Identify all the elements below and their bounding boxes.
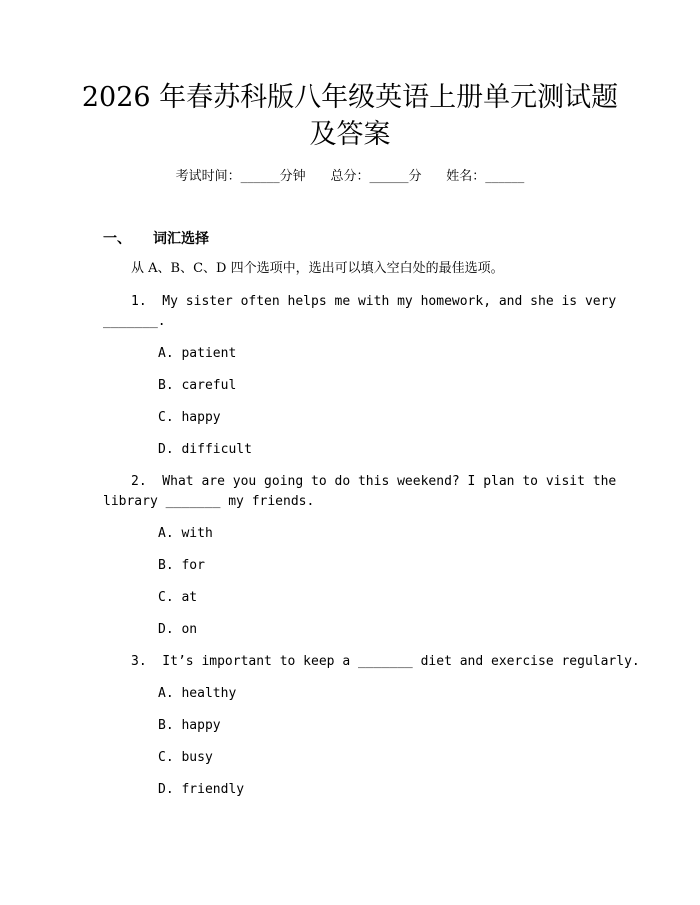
question-1-option-c: C. happy <box>158 410 221 425</box>
question-3-option-c: C. busy <box>158 750 213 765</box>
exam-meta-line <box>0 168 700 186</box>
student-name-field: 姓名：______ <box>446 169 525 184</box>
question-3-option-b: B. happy <box>158 718 221 733</box>
question-1-line2: _______. <box>103 314 166 329</box>
question-1-option-b: B. careful <box>158 378 237 393</box>
document-title-line1: 2026 年春苏科版八年级英语上册单元测试题 <box>81 82 619 113</box>
question-2-option-b: B. for <box>158 558 205 573</box>
question-2-option-d: D. on <box>158 622 198 637</box>
question-1-option-d: D. difficult <box>158 442 252 457</box>
question-2-line2: library _______ my friends. <box>103 494 315 509</box>
question-2-line1: 2. What are you going to do this weekend? I plan to visit the <box>131 474 617 489</box>
section-title: 词汇选择 <box>153 231 209 247</box>
total-score-field: 总分：______分 <box>330 169 422 184</box>
section-number: 一、 <box>103 231 131 247</box>
question-3-line1: 3. It’s important to keep a _______ diet and exercise regularly. <box>131 654 640 669</box>
question-3-option-d: D. friendly <box>158 782 245 797</box>
question-2-option-c: C. at <box>158 590 198 605</box>
section-instruction: 从 A、B、C、D 四个选项中，选出可以填入空白处的最佳选项。 <box>131 261 504 276</box>
document-title-line2: 及答案 <box>309 119 391 150</box>
question-2-option-a: A. with <box>158 526 213 541</box>
question-3-option-a: A. healthy <box>158 686 237 701</box>
question-1-line1: 1. My sister often helps me with my homework, and she is very <box>131 294 617 309</box>
exam-time-field: 考试时间：______分钟 <box>175 169 306 184</box>
question-1-option-a: A. patient <box>158 346 237 361</box>
section-heading <box>103 229 209 249</box>
